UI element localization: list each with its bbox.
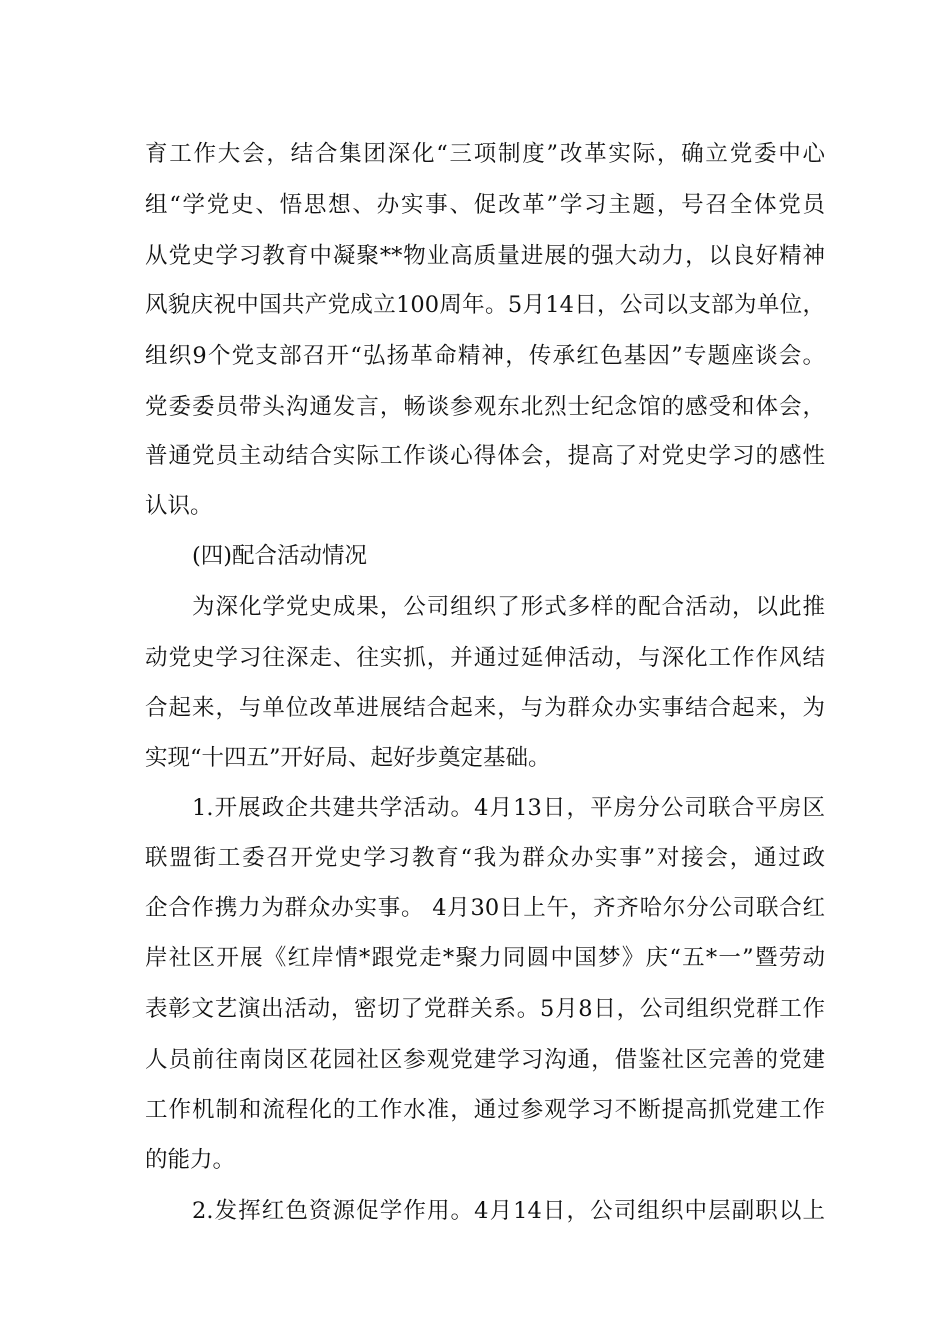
body-line: 岸社区开展《红岸情*跟党走*聚力同圆中国梦》庆“五*一”暨劳动 [145, 945, 825, 971]
body-line: 2.发挥红色资源促学作用。4月14日，公司组织中层副职以上 [192, 1198, 825, 1224]
body-line: 实现“十四五”开好局、起好步奠定基础。 [145, 745, 551, 771]
body-line: 组“学党史、悟思想、办实事、促改革”学习主题，号召全体党员 [145, 192, 825, 218]
body-line: 育工作大会，结合集团深化“三项制度”改革实际，确立党委中心 [145, 141, 825, 167]
body-line: 普通党员主动结合实际工作谈心得体会，提高了对党史学习的感性 [145, 443, 825, 469]
body-line: 表彰文艺演出活动，密切了党群关系。5月8日，公司组织党群工作 [145, 996, 825, 1022]
body-line: 党委委员带头沟通发言，畅谈参观东北烈士纪念馆的感受和体会， [145, 394, 825, 420]
section-heading: (四)配合活动情况 [192, 543, 368, 569]
body-line: 组织9个党支部召开“弘扬革命精神，传承红色基因”专题座谈会。 [145, 343, 825, 369]
body-line: 1.开展政企共建共学活动。4月13日，平房分公司联合平房区 [192, 795, 825, 821]
body-line: 工作机制和流程化的工作水准，通过参观学习不断提高抓党建工作 [145, 1097, 825, 1123]
body-line: 企合作携力为群众办实事。 4月30日上午，齐齐哈尔分公司联合红 [145, 895, 825, 921]
body-line: 动党史学习往深走、往实抓，并通过延伸活动，与深化工作作风结 [145, 645, 825, 671]
body-line: 合起来，与单位改革进展结合起来，与为群众办实事结合起来，为 [145, 695, 825, 721]
body-line: 风貌庆祝中国共产党成立100周年。5月14日，公司以支部为单位， [145, 292, 825, 318]
body-line: 的能力。 [145, 1147, 236, 1173]
body-line: 人员前往南岗区花园社区参观党建学习沟通，借鉴社区完善的党建 [145, 1047, 825, 1073]
body-line: 认识。 [145, 493, 213, 519]
body-line: 为深化学党史成果，公司组织了形式多样的配合活动，以此推 [192, 594, 825, 620]
body-line: 从党史学习教育中凝聚**物业高质量进展的强大动力，以良好精神 [145, 243, 825, 269]
body-line: 联盟街工委召开党史学习教育“我为群众办实事”对接会，通过政 [145, 845, 825, 871]
